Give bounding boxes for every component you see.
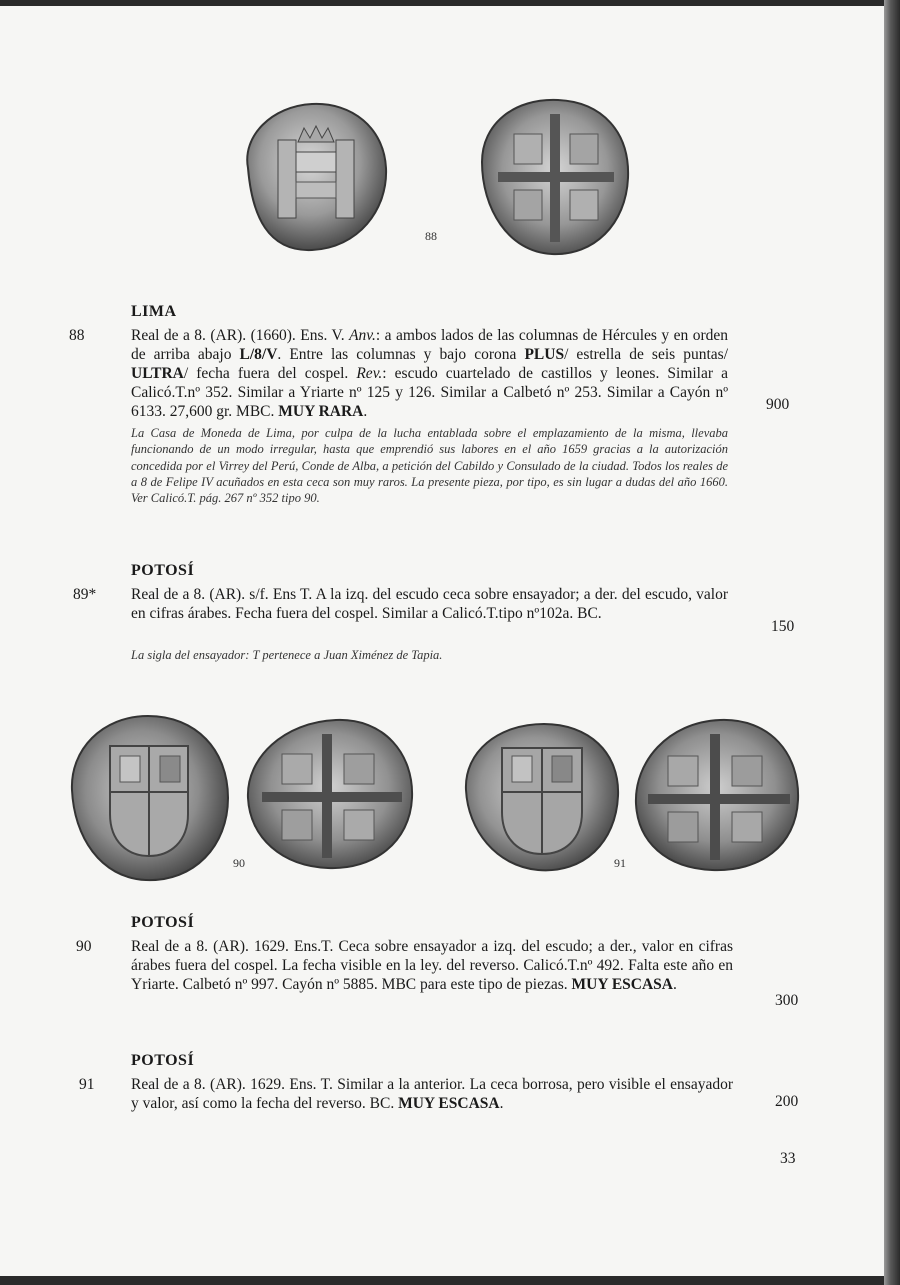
lot-price-91: 200 xyxy=(775,1093,799,1110)
page-edge-shadow xyxy=(884,0,900,1285)
figure-label-88: 88 xyxy=(425,229,437,243)
lot-description-91: Real de a 8. (AR). 1629. Ens. T. Similar a la anterior. La ceca borrosa, pero visible el ensayador y valor, así como la fecha del reverso. BC. MUY ESCASA. xyxy=(131,1076,733,1112)
coin-90-obverse-image xyxy=(66,710,232,886)
lot-price-88: 900 xyxy=(766,396,790,413)
lot-price-89: 150 xyxy=(771,618,795,635)
figure-label-90: 90 xyxy=(233,856,245,870)
lot-description-90: Real de a 8. (AR). 1629. Ens.T. Ceca sobre ensayador a izq. del escudo; a der., valor en cifras árabes fuera del cospel. La fecha visible en la ley. del reverso. Calicó.T.nº 492. Falta este año en Yriarte. Calbetó nº 997. Cayón nº 5885. MBC para este tipo de piezas. MUY ESCASA. xyxy=(131,938,733,993)
page-number: 33 xyxy=(780,1150,796,1167)
lot-description-89: Real de a 8. (AR). s/f. Ens T. A la izq. del escudo ceca sobre ensayador; a der. del escudo, valor en cifras árabes. Fecha fuera del cospel. Similar a Calicó.T.tipo nº102a. BC. xyxy=(131,586,728,622)
lot-price-90: 300 xyxy=(775,992,799,1009)
section-heading-lima: LIMA xyxy=(131,303,177,320)
coin-91-reverse-image xyxy=(632,714,802,876)
lot-description-88: Real de a 8. (AR). (1660). Ens. V. Anv.: a ambos lados de las columnas de Hércules y en orden de arriba abajo L/8/V. Entre las columnas y bajo corona PLUS/ estrella de seis puntas/ ULTRA/ fecha fuera del cospel. Rev.: escudo cuartelado de castillos y leones. Similar a Calicó.T.nº 352. Similar a Yriarte nº 125 y 126. Similar a Calbetó nº 253. Similar a Cayón nº 6133. 27,600 gr. MBC. MUY RARA. xyxy=(131,327,729,420)
coin-88-reverse-image xyxy=(474,92,634,260)
coin-90-reverse-image xyxy=(244,714,416,874)
figure-label-91: 91 xyxy=(614,856,626,870)
lot-number-90: 90 xyxy=(76,938,92,955)
section-heading-potosi-90: POTOSÍ xyxy=(131,914,195,931)
lot-number-88: 88 xyxy=(69,327,85,344)
section-heading-potosi-91: POTOSÍ xyxy=(131,1052,195,1069)
lot-number-89: 89* xyxy=(73,586,97,603)
lot-note-89: La sigla del ensayador: T pertenece a Juan Ximénez de Tapia. xyxy=(131,648,443,662)
lot-number-91: 91 xyxy=(79,1076,95,1093)
coin-88-obverse-image xyxy=(228,98,390,254)
lot-note-88: La Casa de Moneda de Lima, por culpa de la lucha entablada sobre el emplazamiento de la misma, llevaba funcionando de un modo irregular, hasta que emprendió sus labores en el año 1659 gracias a la autorización concedida por el Virrey del Perú, Conde de Alba, a petición del Cabildo y Consulado de la ciudad. Todos los reales de a 8 de Felipe IV acuñados en esta ceca son muy raros. La presente pieza, por tipo, es sin lugar a dudas del año 1660. Ver Calicó.T. pág. 267 nº 352 tipo 90. xyxy=(131,426,728,506)
catalog-page xyxy=(0,6,884,1276)
coin-91-obverse-image xyxy=(460,718,624,878)
section-heading-potosi-89: POTOSÍ xyxy=(131,562,195,579)
